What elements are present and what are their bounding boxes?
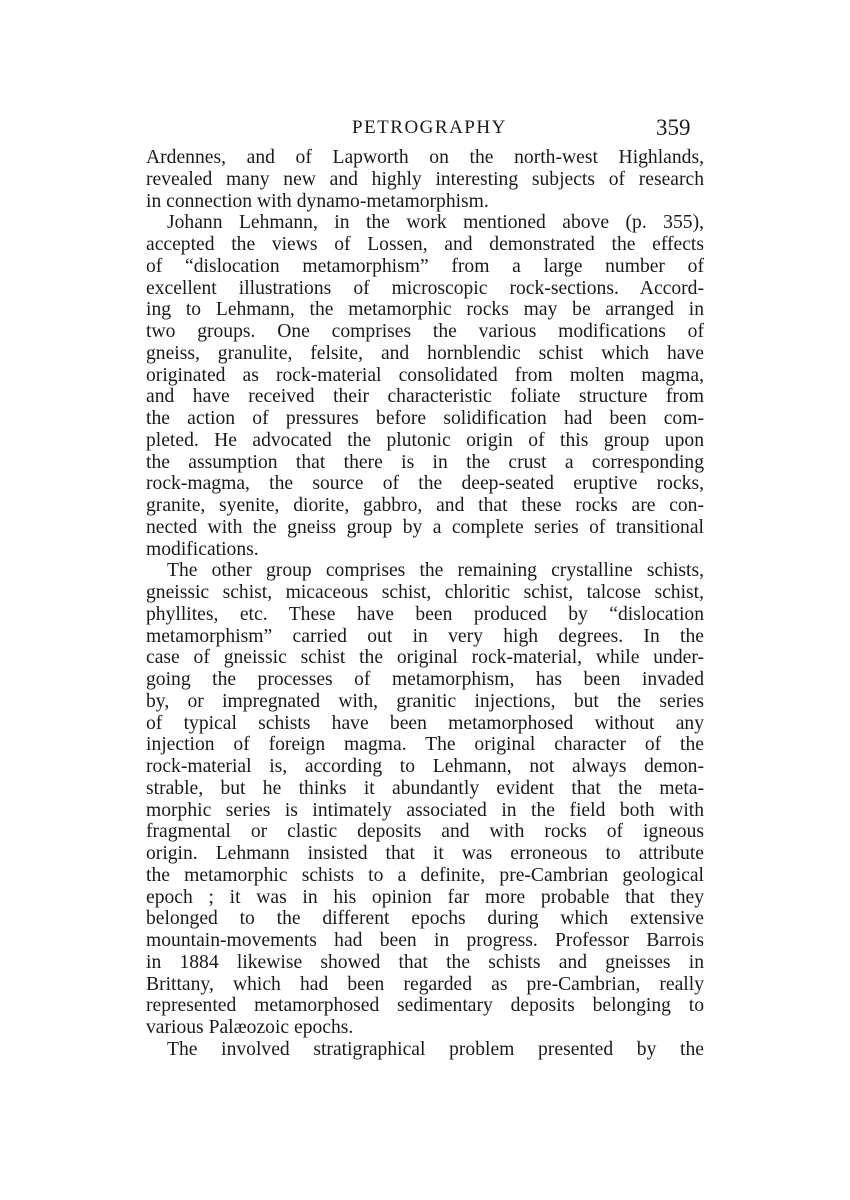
text-line: the metamorphic schists to a definite, pre-Cambrian geological xyxy=(146,864,704,886)
text-line: morphic series is intimately associated in the field both with xyxy=(146,799,704,821)
text-line: gneiss, granulite, felsite, and hornblendic schist which have xyxy=(146,342,704,364)
text-line: pleted. He advocated the plutonic origin of this group upon xyxy=(146,429,704,451)
text-line: revealed many new and highly interesting subjects of research xyxy=(146,168,704,190)
text-line: case of gneissic schist the original rock-material, while under- xyxy=(146,647,704,669)
text-line: Johann Lehmann, in the work mentioned above (p. 355), xyxy=(167,212,704,234)
text-line: originated as rock-material consolidated from molten magma, xyxy=(146,364,704,386)
text-line: fragmental or clastic deposits and with rocks of igneous xyxy=(146,821,704,843)
text-line: rock-magma, the source of the deep-seated eruptive rocks, xyxy=(146,473,704,495)
text-line: The other group comprises the remaining crystalline schists, xyxy=(167,560,704,582)
text-line: accepted the views of Lossen, and demonstrated the effects xyxy=(146,234,704,255)
text-line: in 1884 likewise showed that the schists and gneisses in xyxy=(146,951,704,973)
running-title: PETROGRAPHY xyxy=(352,117,507,138)
text-line: the action of pressures before solidification had been com- xyxy=(146,408,704,429)
text-line: injection of foreign magma. The original character of the xyxy=(146,734,704,756)
text-line: metamorphism” carried out in very high degrees. In the xyxy=(146,625,704,647)
text-line: modifications. xyxy=(146,538,259,560)
text-line: phyllites, etc. These have been produced by “dislocation xyxy=(146,603,704,625)
text-line: two groups. One comprises the various modifications of xyxy=(146,321,704,342)
text-line: of “dislocation metamorphism” from a large number of xyxy=(146,255,704,277)
text-line: granite, syenite, diorite, gabbro, and that these rocks are con- xyxy=(146,495,704,516)
text-line: belonged to the different epochs during which extensive xyxy=(146,908,704,930)
text-line: origin. Lehmann insisted that it was erroneous to attribute xyxy=(146,843,704,864)
text-line: strable, but he thinks it abundantly evident that the meta- xyxy=(146,777,704,799)
text-line: epoch ; it was in his opinion far more probable that they xyxy=(146,886,704,908)
text-line: in connection with dynamo-metamorphism. xyxy=(146,190,489,212)
text-line: and have received their characteristic foliate structure from xyxy=(146,386,704,408)
body-text xyxy=(146,147,704,1061)
text-line: going the processes of metamorphism, has been invaded xyxy=(146,669,704,690)
text-line: mountain-movements had been in progress. Professor Barrois xyxy=(146,930,704,951)
text-line: the assumption that there is in the crust a corresponding xyxy=(146,451,704,473)
text-line: ing to Lehmann, the metamorphic rocks may be arranged in xyxy=(146,299,704,321)
text-line: of typical schists have been metamorphosed without any xyxy=(146,712,704,734)
text-line: Brittany, which had been regarded as pre-Cambrian, really xyxy=(146,973,704,995)
text-line: rock-material is, according to Lehmann, not always demon- xyxy=(146,756,704,777)
text-line: by, or impregnated with, granitic injections, but the series xyxy=(146,690,704,712)
text-line: excellent illustrations of microscopic rock-sections. Accord- xyxy=(146,277,704,299)
text-line: gneissic schist, micaceous schist, chloritic schist, talcose schist, xyxy=(146,582,704,603)
text-line: various Palæozoic epochs. xyxy=(146,1017,354,1038)
page-number: 359 xyxy=(656,115,691,140)
text-line: Ardennes, and of Lapworth on the north-west Highlands, xyxy=(146,147,704,168)
text-line: The involved stratigraphical problem presented by the xyxy=(167,1038,704,1060)
text-line: nected with the gneiss group by a complete series of transitional xyxy=(146,516,704,538)
text-line: represented metamorphosed sedimentary deposits belonging to xyxy=(146,995,704,1017)
